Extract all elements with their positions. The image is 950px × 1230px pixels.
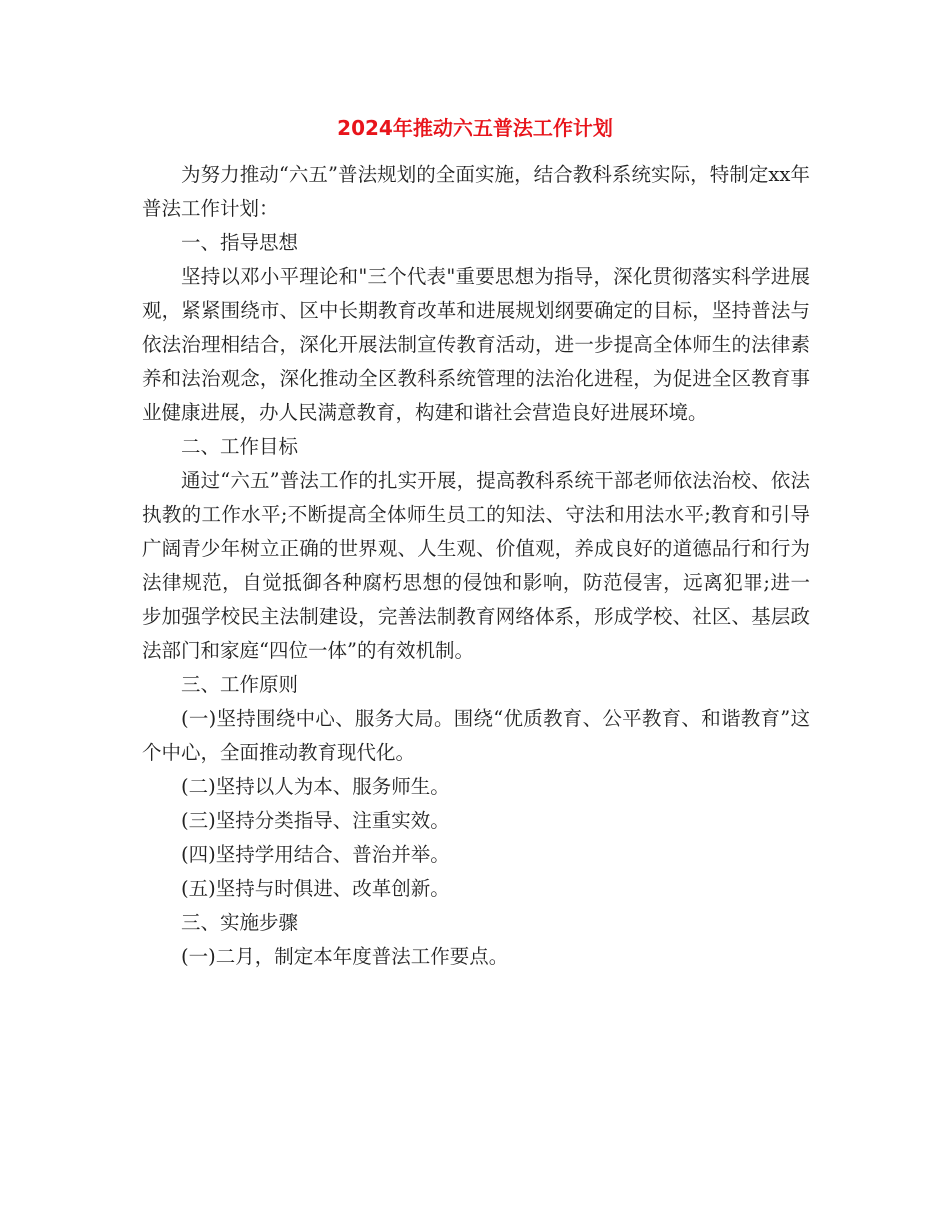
- document-body: [142, 158, 810, 974]
- section-heading-guiding-ideology: 一、指导思想: [181, 231, 299, 254]
- intro-paragraph: 为努力推动“六五”普法规划的全面实施，结合教科系统实际，特制定xx年普法工作计划：: [142, 163, 810, 220]
- principle-item-2: (二)坚持以人为本、服务师生。: [181, 775, 450, 798]
- section-heading-implementation-steps: 三、实施步骤: [181, 911, 299, 934]
- principle-item-3: (三)坚持分类指导、注重实效。: [181, 809, 450, 832]
- section-heading-work-principles: 三、工作原则: [181, 673, 299, 696]
- step-item-1: (一)二月，制定本年度普法工作要点。: [181, 945, 509, 968]
- section-heading-work-goals: 二、工作目标: [181, 435, 299, 458]
- principle-item-5: (五)坚持与时俱进、改革创新。: [181, 877, 450, 900]
- principle-item-4: (四)坚持学用结合、普治并举。: [181, 843, 450, 866]
- guiding-ideology-paragraph: 坚持以邓小平理论和"三个代表"重要思想为指导，深化贯彻落实科学进展观，紧紧围绕市、区中长期教育改革和进展规划纲要确定的目标，坚持普法与依法治理相结合，深化开展法制宣传教育活动，进一步提高全体师生的法律素养和法治观念，深化推动全区教科系统管理的法治化进程，为促进全区教育事业健康进展，办人民满意教育，构建和谐社会营造良好进展环境。: [142, 265, 810, 424]
- work-goals-paragraph: 通过“六五”普法工作的扎实开展，提高教科系统干部老师依法治校、依法执教的工作水平;不断提高全体师生员工的知法、守法和用法水平;教育和引导广阔青少年树立正确的世界观、人生观、价值观，养成良好的道德品行和行为法律规范，自觉抵御各种腐朽思想的侵蚀和影响，防范侵害，远离犯罪;进一步加强学校民主法制建设，完善法制教育网络体系，形成学校、社区、基层政法部门和家庭“四位一体”的有效机制。: [142, 469, 810, 662]
- document-title: 2024年推动六五普法工作计划: [337, 116, 613, 140]
- principle-item-1: (一)坚持围绕中心、服务大局。围绕“优质教育、公平教育、和谐教育”这个中心，全面推动教育现代化。: [142, 707, 810, 764]
